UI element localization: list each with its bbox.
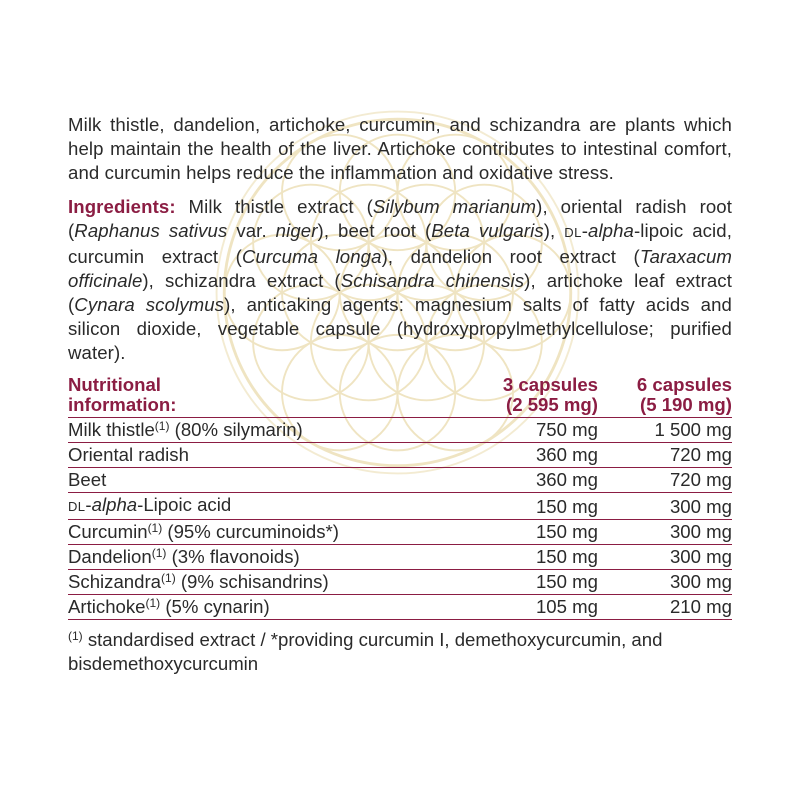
ingredients-text: ), oriental radish root ( <box>68 196 733 241</box>
value-3-capsules: 150 mg <box>448 570 598 595</box>
value-3-capsules: 750 mg <box>448 418 598 443</box>
value-6-capsules: 720 mg <box>598 468 732 493</box>
ingredient-name <box>68 595 448 620</box>
ingredient-label: Curcumin <box>68 521 148 542</box>
value-6-capsules: 210 mg <box>598 595 732 620</box>
header-line: 3 capsules <box>502 374 598 395</box>
ingredient-label-italic: alpha <box>91 494 138 515</box>
latin-name: Schisandra chinensis <box>340 270 525 291</box>
latin-name: niger <box>275 220 318 241</box>
ingredients-paragraph <box>68 195 732 365</box>
value-3-capsules: 360 mg <box>448 468 598 493</box>
header-line: (2 595 mg) <box>506 394 598 415</box>
table-row <box>68 520 732 545</box>
value-6-capsules: 300 mg <box>598 545 732 570</box>
value-6-capsules: 300 mg <box>598 520 732 545</box>
latin-name: Silybum marianum <box>372 196 537 217</box>
nutrition-table <box>68 375 732 620</box>
value-6-capsules: 300 mg <box>598 570 732 595</box>
table-row <box>68 545 732 570</box>
table-row <box>68 595 732 620</box>
ingredient-name <box>68 468 448 493</box>
table-row <box>68 443 732 468</box>
ingredients-text: -lipoic acid, curcumin extract ( <box>68 220 732 267</box>
latin-name: Taraxacum officinale <box>68 246 733 291</box>
header-line: 6 capsules <box>636 374 732 395</box>
latin-name: Curcuma longa <box>241 246 382 267</box>
table-row <box>68 493 732 520</box>
latin-name: alpha <box>588 220 634 241</box>
intro-text: Milk thistle, dandelion, artichoke, curcumin, and schizandra are plants which help maintain the health of the liver. Artichoke contributes to intestinal comfort, and curcumin helps reduce the inflammation and oxidative stress. <box>68 114 732 183</box>
value-6-capsules: 720 mg <box>598 443 732 468</box>
value-3-capsules: 150 mg <box>448 520 598 545</box>
footnote-ref: (1) <box>154 419 170 433</box>
value-3-capsules: 150 mg <box>448 545 598 570</box>
value-6-capsules: 300 mg <box>598 493 732 520</box>
ingredient-label: Schizandra <box>68 571 162 592</box>
intro-paragraph <box>68 113 732 185</box>
table-row <box>68 570 732 595</box>
value-3-capsules: 105 mg <box>448 595 598 620</box>
nutrition-header-label <box>68 375 448 418</box>
nutrition-header-row <box>68 375 732 418</box>
ingredient-label: - <box>85 494 92 515</box>
ingredients-text: ), dandelion root extract ( <box>381 246 640 267</box>
ingredient-name <box>68 545 448 570</box>
ingredients-text: ), <box>543 220 565 241</box>
ingredient-note: (80% silymarin) <box>169 419 303 440</box>
table-row <box>68 418 732 443</box>
ingredient-note: (5% cynarin) <box>160 596 270 617</box>
ingredient-note: (95% curcuminoids*) <box>162 521 339 542</box>
nutrition-header-6-capsules <box>598 375 732 418</box>
ingredient-name <box>68 443 448 468</box>
ingredient-name <box>68 493 448 520</box>
ingredient-label: Milk thistle <box>68 419 155 440</box>
ingredients-text: Milk thistle extract ( <box>175 196 373 217</box>
footnote-ref: (1) <box>145 596 161 610</box>
small-caps-prefix: DL <box>564 225 582 240</box>
ingredient-name <box>68 570 448 595</box>
footnote-text: standardised extract / *providing curcumin I, demethoxycurcumin, and bisdemethoxycurcumin <box>68 629 663 674</box>
value-3-capsules: 150 mg <box>448 493 598 520</box>
ingredient-name <box>68 520 448 545</box>
ingredient-note: (3% flavonoids) <box>166 546 300 567</box>
header-line: Nutritional <box>68 374 161 395</box>
footnote-ref: (1) <box>161 571 176 585</box>
ingredient-label: -Lipoic acid <box>137 494 232 515</box>
nutrition-header-3-capsules <box>448 375 598 418</box>
ingredient-label: Beet <box>68 469 107 490</box>
footnote-ref: (1) <box>68 629 83 643</box>
ingredients-text: ), anticaking agents: magnesium salts of fatty acids and silicon dioxide, vegetable capsule (hydroxypropylmethylcellulose; purified water). <box>68 294 732 363</box>
footnote <box>68 628 732 676</box>
ingredient-name <box>68 418 448 443</box>
ingredients-text: ), beet root ( <box>317 220 432 241</box>
value-3-capsules: 360 mg <box>448 443 598 468</box>
latin-name: Beta vulgaris <box>431 220 544 241</box>
small-caps-prefix: DL <box>68 499 86 514</box>
ingredient-note: (9% schisandrins) <box>175 571 329 592</box>
ingredient-label: Oriental radish <box>68 444 189 465</box>
ingredients-text: var. <box>227 220 276 241</box>
ingredients-text: ), schizandra extract ( <box>142 270 341 291</box>
label-content <box>68 113 732 676</box>
footnote-ref: (1) <box>147 521 163 535</box>
header-line: (5 190 mg) <box>640 394 732 415</box>
ingredients-text: - <box>581 220 588 241</box>
ingredients-text: ), artichoke leaf extract ( <box>68 270 732 315</box>
ingredient-label: Dandelion <box>68 546 152 567</box>
ingredient-label: Artichoke <box>68 596 146 617</box>
header-line: information: <box>68 394 177 415</box>
table-row <box>68 468 732 493</box>
ingredients-label: Ingredients: <box>68 196 176 217</box>
latin-name: Cynara scolymus <box>74 294 225 315</box>
footnote-ref: (1) <box>151 546 167 560</box>
latin-name: Raphanus sativus <box>74 220 228 241</box>
value-6-capsules: 1 500 mg <box>598 418 732 443</box>
